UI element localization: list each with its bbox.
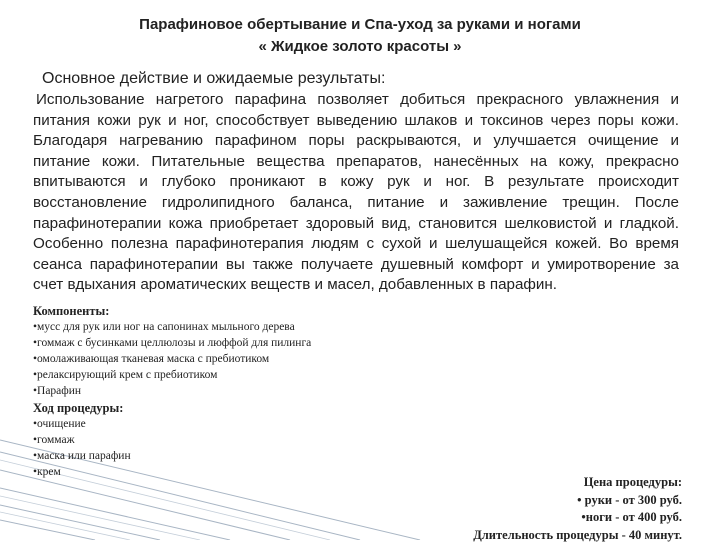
list-item: •омолаживающая тканевая маска с пребиотиком: [33, 351, 453, 367]
list-item: •гоммаж: [33, 432, 453, 448]
section-subtitle: Основное действие и ожидаемые результаты:: [42, 70, 385, 88]
procedure-heading: Ход процедуры:: [33, 400, 453, 416]
title-line-1: Парафиновое обертывание и Спа-уход за руками и ногами: [0, 14, 720, 36]
price-heading: Цена процедуры:: [473, 474, 682, 492]
price-hands: • руки - от 300 руб.: [473, 492, 682, 510]
price-feet: •ноги - от 400 руб.: [473, 509, 682, 527]
list-item: •Парафин: [33, 383, 453, 399]
list-item: •маска или парафин: [33, 448, 453, 464]
main-paragraph: Использование нагретого парафина позволяет добиться прекрасного увлажнения и питания кожи рук и ног, способствует выведению шлаков и токсинов через поры кожи. Благодаря нагреванию парафином поры раскрываются, и улучшается очищение и питание кожи. Питательные вещества препаратов, нанесённых на кожу, прекрасно впитываются и глубоко проникают в кожу рук и ног. В результате происходит восстановление гидролипидного баланса, питание и заживление трещин. После парафинотерапии кожа приобретает здоровый вид, становится шелковистой и гладкой. Особенно полезна парафинотерапия людям с сухой и шелушащейся кожей. Во время сеанса парафинотерапии вы также получаете душевный комфорт и умиротворение за счет вдыхания ароматических веществ и масел, добавленных в парафин.: [33, 90, 679, 296]
components-heading: Компоненты:: [33, 303, 453, 319]
procedure-duration: Длительность процедуры - 40 минут.: [473, 527, 682, 544]
title-line-2: « Жидкое золото красоты »: [0, 36, 720, 58]
components-and-procedure: [33, 303, 453, 480]
price-block: [473, 474, 682, 544]
list-item: •гоммаж с бусинками целлюлозы и люффой для пилинга: [33, 335, 453, 351]
list-item: •релаксирующий крем с пребиотиком: [33, 367, 453, 383]
list-item: •крем: [33, 464, 453, 480]
list-item: •мусс для рук или ног на сапонинах мыльного дерева: [33, 319, 453, 335]
page-title: [0, 14, 720, 58]
list-item: •очищение: [33, 416, 453, 432]
